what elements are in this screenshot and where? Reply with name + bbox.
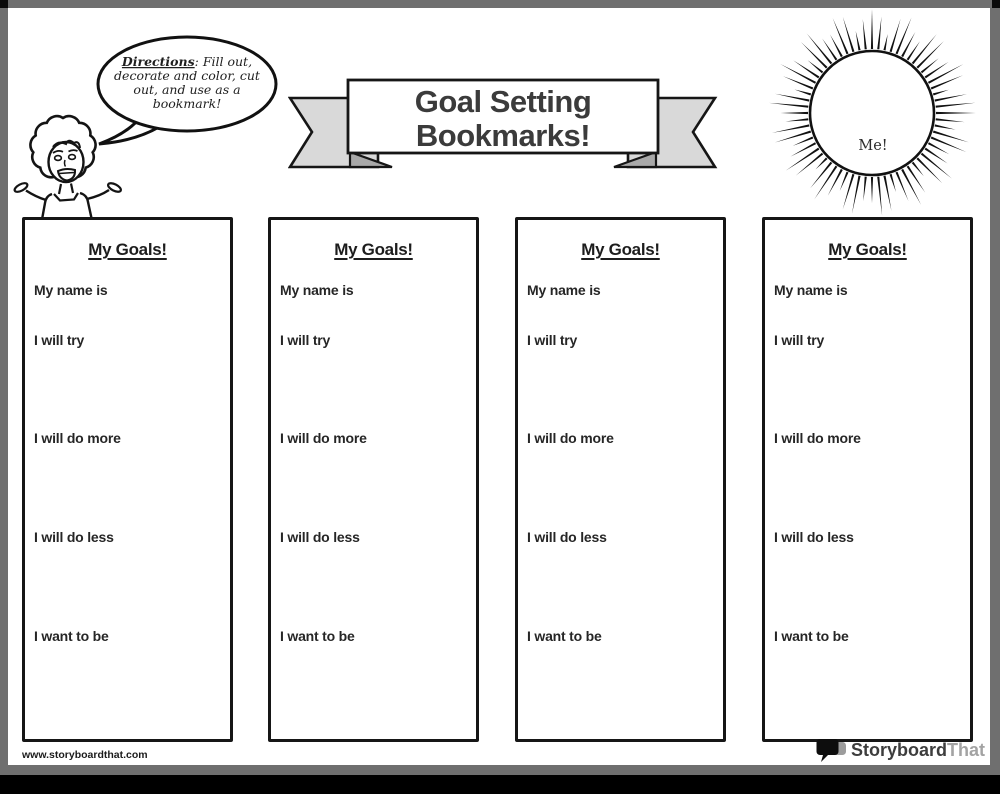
prompt-i-will-try: I will try [527, 332, 578, 348]
directions-line-3: out, and use as a [133, 82, 241, 97]
directions-line-4: bookmark! [152, 96, 222, 111]
prompt-i-want-to-be: I want to be [527, 628, 602, 644]
right-hand [107, 181, 122, 193]
directions-line-1: Directions: Fill out, [121, 54, 253, 69]
prompt-i-will-do-less: I will do less [774, 529, 854, 545]
sun-label: Me! [858, 138, 888, 154]
right-arm [87, 190, 109, 199]
prompt-i-will-do-more: I will do more [774, 430, 861, 446]
collar [54, 193, 78, 201]
left-arm [26, 191, 46, 201]
bookmark-heading: My Goals! [334, 240, 413, 259]
title-banner [288, 70, 733, 180]
bookmark-heading: My Goals! [581, 240, 660, 259]
bookmark-column-2 [268, 217, 479, 742]
prompt-i-want-to-be: I want to be [774, 628, 849, 644]
prompt-my-name-is: My name is [774, 282, 848, 298]
prompt-i-will-do-less: I will do less [527, 529, 607, 545]
teeth-line [59, 173, 74, 174]
neck [59, 184, 73, 195]
prompt-i-will-do-less: I will do less [34, 529, 114, 545]
prompt-i-will-do-more: I will do more [34, 430, 121, 446]
bookmark-column-4 [762, 217, 973, 742]
banner-title-line-2: Bookmarks! [415, 118, 591, 153]
prompt-i-will-do-more: I will do more [280, 430, 367, 446]
worksheet-page [8, 8, 990, 765]
top-left-corner [0, 0, 8, 8]
prompt-i-want-to-be: I want to be [34, 628, 109, 644]
logo-text [851, 740, 985, 761]
banner-title-line-1: Goal Setting [414, 84, 592, 119]
storyboardthat-logo [816, 737, 985, 764]
prompt-i-will-do-more: I will do more [527, 430, 614, 446]
footer-url: www.storyboardthat.com [22, 749, 148, 761]
prompt-i-want-to-be: I want to be [280, 628, 355, 644]
prompt-i-will-try: I will try [774, 332, 825, 348]
sun-circle [810, 51, 934, 175]
logo-part-storyboard: Storyboard [850, 740, 947, 760]
prompt-i-will-do-less: I will do less [280, 529, 360, 545]
directions-label: Directions [121, 54, 195, 69]
bookmark-column-1 [22, 217, 233, 742]
prompt-i-will-try: I will try [34, 332, 85, 348]
bookmark-heading: My Goals! [88, 240, 167, 259]
directions-line-2: decorate and color, cut [114, 68, 260, 83]
top-right-corner [992, 0, 1000, 8]
prompt-i-will-try: I will try [280, 332, 331, 348]
me-sunburst [763, 8, 988, 223]
right-eye [69, 155, 76, 160]
bottom-bar [0, 775, 1000, 794]
speech-bubbles-icon [816, 737, 848, 764]
prompt-my-name-is: My name is [34, 282, 108, 298]
prompt-my-name-is: My name is [280, 282, 354, 298]
prompt-my-name-is: My name is [527, 282, 601, 298]
bookmark-column-3 [515, 217, 726, 742]
logo-part-that: That [947, 740, 985, 760]
black-bubble-icon [816, 739, 838, 762]
directions-speech-bubble [93, 33, 308, 158]
left-eye [55, 156, 62, 161]
bookmark-heading: My Goals! [828, 240, 907, 259]
